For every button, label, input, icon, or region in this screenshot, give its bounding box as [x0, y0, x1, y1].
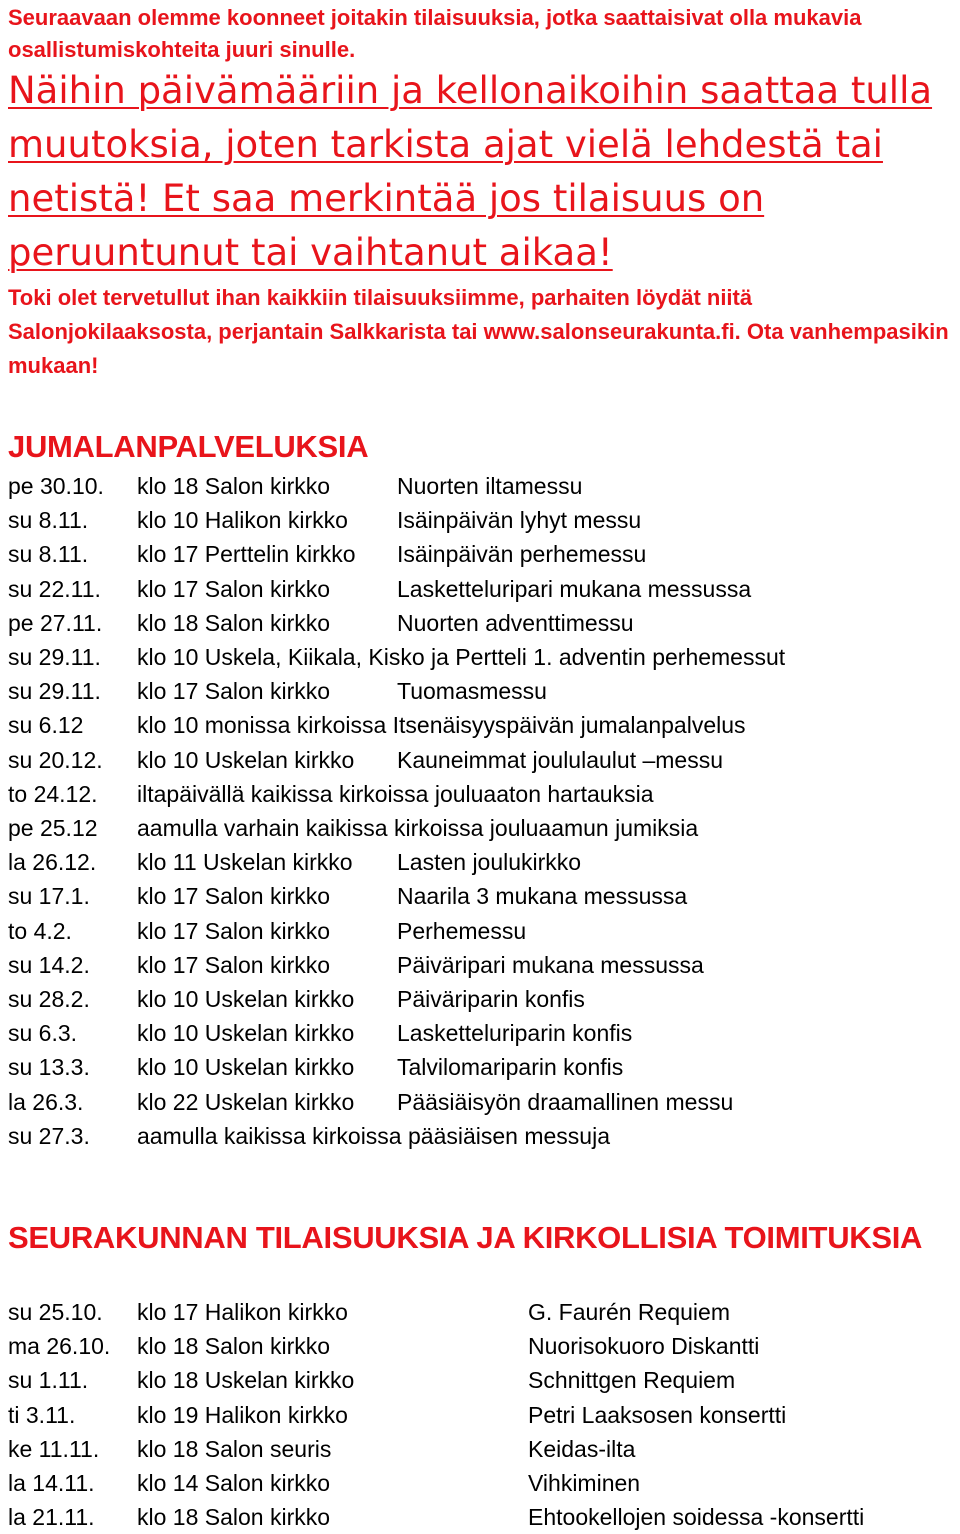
intro-welcome: Toki olet tervetullut ihan kaikkiin tilaisuuksiimme, parhaiten löydät niitä Salonjokilaaksosta, perjantain Salkkarista tai www.salonseurakunta.fi. Ota vanhempasikin mukaan! — [8, 285, 949, 378]
event-time-place: klo 18 Uskelan kirkko — [137, 1367, 355, 1394]
event-date: la 26.12. — [8, 849, 97, 876]
event-time-place: klo 17 Perttelin kirkko — [137, 541, 356, 568]
event-date: su 27.3. — [8, 1122, 90, 1149]
event-time-place: klo 10 monissa kirkoissa Itsenäisyyspäivän jumalanpalvelus — [137, 712, 746, 739]
event-date: ke 11.11. — [8, 1435, 100, 1462]
event-date: pe 30.10. — [8, 473, 104, 499]
event-title: Lasketteluripari mukana messussa — [397, 575, 752, 602]
event-time-place: klo 17 Halikon kirkko — [137, 1299, 348, 1325]
event-date: pe 25.12 — [8, 815, 98, 841]
intro-paragraph: Seuraavaan olemme koonneet joitakin tilaisuuksia, jotka saattaisivat olla mukavia osallistumiskohteita juuri sinulle. — [8, 5, 862, 62]
event-date: su 8.11. — [8, 507, 89, 534]
event-time-place: klo 18 Salon kirkko — [137, 1333, 331, 1360]
event-time-place: klo 10 Uskelan kirkko — [137, 1020, 355, 1047]
event-title: Petri Laaksosen konsertti — [528, 1401, 787, 1428]
event-date: su 17.1. — [8, 883, 90, 910]
event-title: Isäinpäivän perhemessu — [397, 541, 647, 568]
event-time-place: klo 18 Salon kirkko — [137, 1504, 331, 1531]
event-title: Perhemessu — [397, 917, 527, 944]
intro-warning: Näihin päivämääriin ja kellonaikoihin saattaa tulla muutoksia, joten tarkista ajat vielä lehdestä tai netistä! Et saa merkintää jos tilaisuus on peruuntunut tai vaihtanut aikaa! — [8, 69, 933, 274]
event-date: su 28.2. — [8, 986, 90, 1012]
event-date: la 21.11. — [8, 1504, 95, 1531]
event-time-place: klo 10 Uskela, Kiikala, Kisko ja Pertteli 1. adventin perhemessut — [137, 644, 786, 670]
event-date: ti 3.11. — [8, 1401, 76, 1428]
event-title: Lasketteluriparin konfis — [397, 1020, 633, 1047]
event-time-place: klo 22 Uskelan kirkko — [137, 1088, 355, 1115]
event-date: to 24.12. — [8, 780, 98, 807]
event-title: Tuomasmessu — [397, 678, 547, 705]
event-time-place: klo 11 Uskelan kirkko — [137, 849, 353, 876]
event-time-place: klo 17 Salon kirkko — [137, 678, 331, 705]
event-date: ma 26.10. — [8, 1333, 111, 1360]
event-date: su 13.3. — [8, 1054, 90, 1081]
event-date: su 22.11. — [8, 575, 101, 602]
event-title: Päiväriparin konfis — [397, 986, 585, 1012]
event-date: su 29.11. — [8, 678, 101, 705]
event-time-place: klo 17 Salon kirkko — [137, 951, 331, 978]
event-date: su 8.11. — [8, 541, 89, 568]
event-title: G. Faurén Requiem — [528, 1299, 730, 1325]
event-date: su 14.2. — [8, 951, 90, 978]
event-date: su 6.12 — [8, 712, 84, 739]
event-time-place: klo 10 Uskelan kirkko — [137, 1054, 355, 1081]
event-time-place: klo 10 Uskelan kirkko — [137, 746, 355, 773]
event-time-place: klo 18 Salon kirkko — [137, 609, 331, 636]
event-date: to 4.2. — [8, 917, 72, 944]
parish-events-heading: SEURAKUNNAN TILAISUUKSIA JA KIRKOLLISIA TOIMITUKSIA — [8, 1220, 923, 1255]
event-title: Kauneimmat joululaulut –messu — [397, 746, 724, 773]
event-date: pe 27.11. — [8, 609, 103, 636]
event-date: la 26.3. — [8, 1088, 84, 1115]
event-time-place: klo 17 Salon kirkko — [137, 883, 331, 910]
event-title: Pääsiäisyön draamallinen messu — [397, 1088, 734, 1115]
event-title: Nuorisokuoro Diskantti — [528, 1333, 760, 1360]
event-time-place: klo 10 Halikon kirkko — [137, 507, 348, 534]
event-date: su 20.12. — [8, 746, 103, 773]
event-time-place: klo 17 Salon kirkko — [137, 917, 331, 944]
event-title: Nuorten iltamessu — [397, 473, 583, 499]
event-time-place: aamulla varhain kaikissa kirkoissa jouluaamun jumiksia — [137, 815, 699, 841]
event-time-place: iltapäivällä kaikissa kirkoissa jouluaaton hartauksia — [137, 780, 654, 807]
event-title: Lasten joulukirkko — [397, 849, 582, 876]
event-date: su 6.3. — [8, 1020, 78, 1047]
event-title: Isäinpäivän lyhyt messu — [397, 507, 642, 534]
event-title: Vihkiminen — [528, 1470, 641, 1496]
event-title: Nuorten adventtimessu — [397, 609, 634, 636]
event-time-place: klo 19 Halikon kirkko — [137, 1401, 348, 1428]
event-time-place: klo 14 Salon kirkko — [137, 1470, 331, 1496]
services-heading: JUMALANPALVELUKSIA — [8, 429, 369, 464]
event-title: Schnittgen Requiem — [528, 1367, 736, 1394]
event-date: su 1.11. — [8, 1367, 89, 1394]
event-time-place: klo 17 Salon kirkko — [137, 575, 331, 602]
event-date: su 25.10. — [8, 1299, 103, 1325]
event-time-place: aamulla kaikissa kirkoissa pääsiäisen messuja — [137, 1122, 610, 1149]
event-time-place: klo 18 Salon seuris — [137, 1435, 332, 1462]
event-title: Naarila 3 mukana messussa — [397, 883, 688, 910]
event-date: la 14.11. — [8, 1470, 95, 1496]
event-title: Talvilomariparin konfis — [397, 1054, 624, 1081]
event-title: Päiväripari mukana messussa — [397, 951, 704, 978]
event-title: Keidas-ilta — [528, 1435, 636, 1462]
event-date: su 29.11. — [8, 644, 101, 670]
event-time-place: klo 18 Salon kirkko — [137, 473, 331, 499]
event-time-place: klo 10 Uskelan kirkko — [137, 986, 355, 1012]
event-title: Ehtookellojen soidessa -konsertti — [528, 1504, 865, 1531]
